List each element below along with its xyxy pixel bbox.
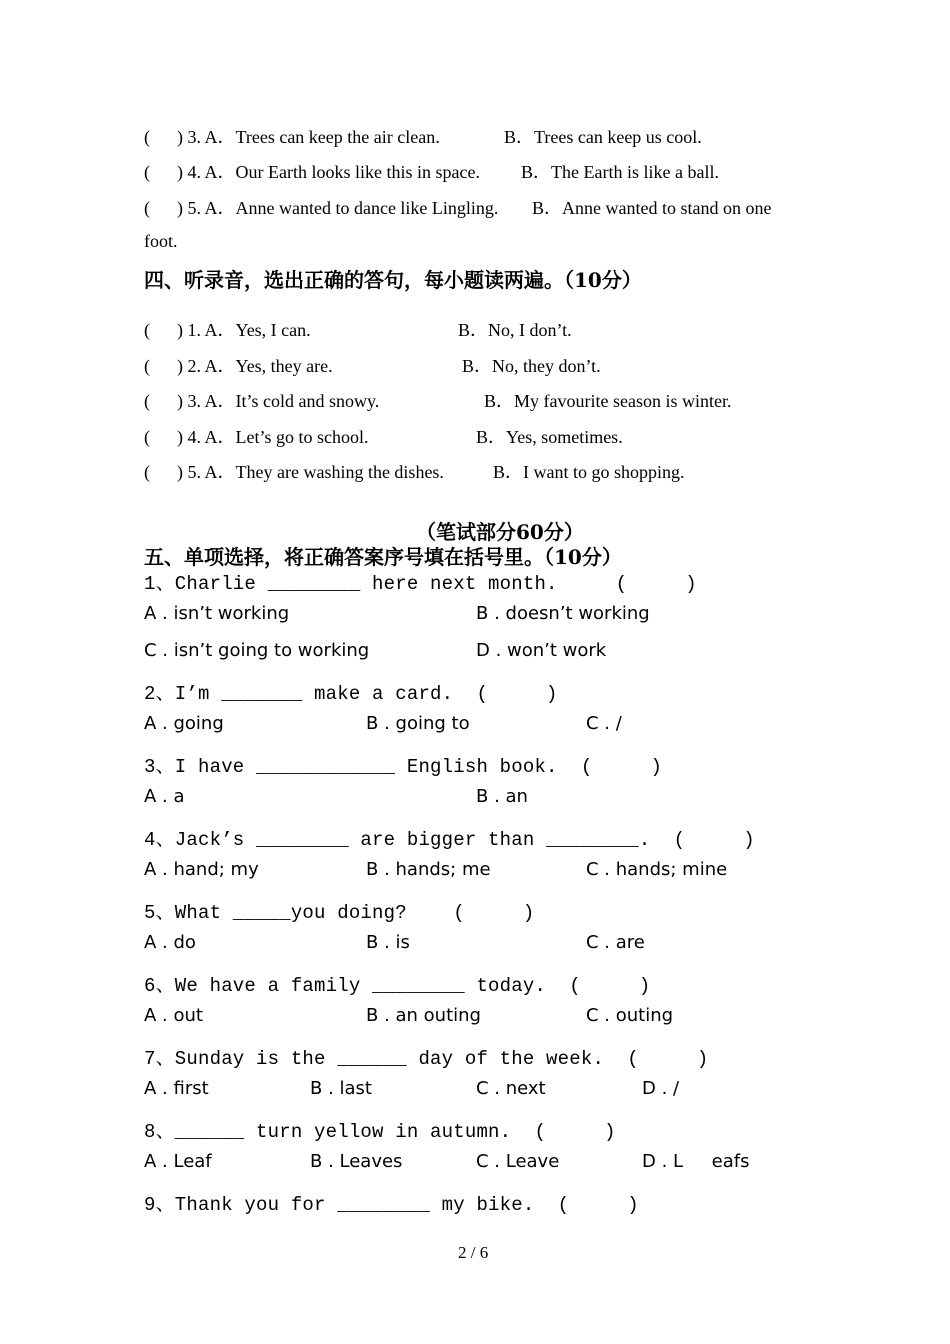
- listen3-q5-b-cont: foot.: [144, 231, 178, 251]
- s4-q1-a: ( ) 1. A．Yes, I can.: [144, 320, 311, 340]
- s5-q2-a: A . going: [144, 713, 224, 734]
- s5-q6-stem: 6、We have a family ________ today. ( ): [144, 975, 651, 997]
- s5-q1-stem: 1、Charlie ________ here next month. ( ): [144, 573, 697, 595]
- s5-q1-d: D . won’t work: [476, 640, 607, 661]
- s5-q7-stem: 7、Sunday is the ______ day of the week. ( ): [144, 1048, 709, 1070]
- s4-q4-b: B．Yes, sometimes.: [476, 427, 623, 447]
- section4-title: 四、听录音，选出正确的答句，每小题读两遍。（10分）: [144, 268, 642, 292]
- s5-q4-stem: 4、Jack’s ________ are bigger than ________. ( ): [144, 829, 755, 851]
- s5-q5-a: A . do: [144, 932, 196, 953]
- s5-q2-b: B . going to: [366, 713, 470, 734]
- s5-q4-c: C . hands; mine: [586, 859, 728, 880]
- s4-q4-a: ( ) 4. A．Let’s go to school.: [144, 427, 369, 447]
- s5-q5-b: B . is: [366, 932, 410, 953]
- s4-q3-b: B．My favourite season is winter.: [484, 391, 732, 411]
- s4-q1-b: B．No, I don’t.: [458, 320, 572, 340]
- written-part-heading: （笔试部分60分）: [416, 520, 584, 544]
- s5-q8-c: C . Leave: [476, 1151, 560, 1172]
- s5-q2-stem: 2、I’m _______ make a card. ( ): [144, 683, 558, 705]
- listen3-q3-b: B．Trees can keep us cool.: [504, 127, 702, 147]
- listen3-q4-b: B．The Earth is like a ball.: [521, 162, 719, 182]
- s5-q6-a: A . out: [144, 1005, 203, 1026]
- s5-q5-c: C . are: [586, 932, 645, 953]
- s5-q4-a: A . hand; my: [144, 859, 259, 880]
- s5-q3-stem: 3、I have ____________ English book. ( ): [144, 756, 663, 778]
- s4-q5-b: B．I want to go shopping.: [493, 462, 685, 482]
- listen3-q4-a: ( ) 4. A．Our Earth looks like this in space.: [144, 162, 480, 182]
- s5-q1-a: A . isn’t working: [144, 603, 290, 624]
- page-number: 2 / 6: [458, 1243, 489, 1262]
- s5-q1-c: C . isn’t going to working: [144, 640, 370, 661]
- section5-title: 五、单项选择，将正确答案序号填在括号里。（10分）: [144, 545, 622, 569]
- s5-q8-d: D . L eafs: [642, 1151, 750, 1172]
- s5-q5-stem: 5、What _____you doing? ( ): [144, 902, 535, 924]
- listen3-q5-b: B．Anne wanted to stand on one: [532, 198, 772, 218]
- s4-q2-a: ( ) 2. A．Yes, they are.: [144, 356, 333, 376]
- s5-q7-b: B . last: [310, 1078, 372, 1099]
- s5-q9-stem: 9、Thank you for ________ my bike. ( ): [144, 1194, 639, 1216]
- listen3-q3-a: ( ) 3. A．Trees can keep the air clean.: [144, 127, 440, 147]
- s4-q2-b: B．No, they don’t.: [462, 356, 601, 376]
- s5-q3-a: A . a: [144, 786, 185, 807]
- s5-q3-b: B . an: [476, 786, 528, 807]
- s5-q2-c: C . /: [586, 713, 622, 734]
- listen3-q5-a: ( ) 5. A．Anne wanted to dance like Lingling.: [144, 198, 499, 218]
- s5-q4-b: B . hands; me: [366, 859, 491, 880]
- s5-q6-c: C . outing: [586, 1005, 674, 1026]
- s5-q7-c: C . next: [476, 1078, 546, 1099]
- s5-q7-a: A . first: [144, 1078, 209, 1099]
- s4-q5-a: ( ) 5. A．They are washing the dishes.: [144, 462, 444, 482]
- s5-q7-d: D . /: [642, 1078, 680, 1099]
- s5-q1-b: B . doesn’t working: [476, 603, 650, 624]
- s5-q8-b: B . Leaves: [310, 1151, 403, 1172]
- s5-q6-b: B . an outing: [366, 1005, 481, 1026]
- s5-q8-stem: 8、______ turn yellow in autumn. ( ): [144, 1121, 616, 1143]
- s4-q3-a: ( ) 3. A．It’s cold and snowy.: [144, 391, 380, 411]
- s5-q8-a: A . Leaf: [144, 1151, 212, 1172]
